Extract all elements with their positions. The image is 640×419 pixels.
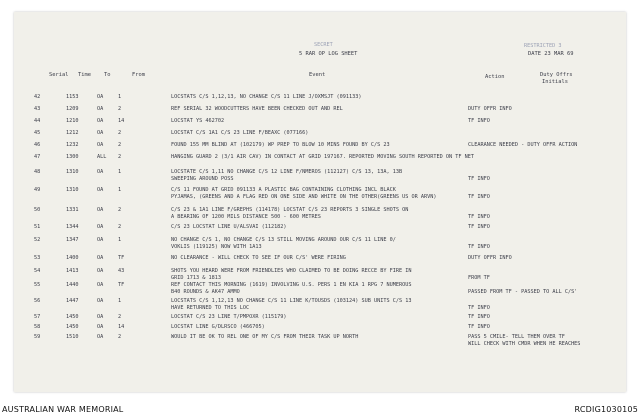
cell-event-line: PYJAMAS, (GREENS AND A FLAG RED ON ONE SIDE AND WHITE ON THE OTHER(GREENS US OR ARVN): [171, 193, 437, 200]
cell-to: OA: [97, 187, 104, 193]
cell-action: DUTY OFFR INFO: [468, 106, 512, 112]
cell-time: 1209: [66, 106, 79, 112]
log-title: 5 RAR OP LOG SHEET: [299, 51, 358, 57]
cell-action: TF INFO: [468, 213, 490, 220]
cell-from: 14: [118, 324, 125, 330]
cell-event-line: SWEEPING AROUND POSS: [171, 175, 234, 182]
cell-time: 1510: [66, 334, 79, 340]
cell-event-line: SHOTS YOU HEARD WERE FROM FRIENDLIES WHO CLAIMED TO BE DOING RECCE BY FIRE IN: [171, 268, 412, 274]
cell-time: 1212: [66, 130, 79, 136]
cell-to: ALL: [97, 154, 107, 160]
cell-from: TF: [118, 282, 125, 288]
cell-serial: 55: [34, 282, 41, 288]
cell-from: 2: [118, 224, 122, 230]
table-row: [14, 322, 626, 332]
cell-serial: 52: [34, 237, 41, 243]
cell-time: 1310: [66, 187, 79, 193]
table-row: [14, 332, 626, 347]
cell-to: OA: [97, 224, 104, 230]
cell-to: OA: [97, 207, 104, 213]
col-header-serial: Serial: [49, 72, 69, 78]
cell-serial: 48: [34, 169, 41, 175]
table-row: [14, 205, 626, 220]
col-header-time: Time: [78, 72, 91, 78]
table-row: [14, 140, 626, 150]
cell-action: TF INFO: [468, 304, 490, 311]
cell-action: TF INFO: [468, 193, 490, 200]
col-header-event: Event: [309, 72, 326, 78]
table-row: [14, 152, 626, 162]
table-row: [14, 253, 626, 263]
cell-from: 2: [118, 154, 122, 160]
cell-action: FROM TF: [468, 274, 490, 281]
cell-time: 1440: [66, 282, 79, 288]
table-row: [14, 296, 626, 311]
table-row: [14, 266, 626, 281]
cell-to: OA: [97, 169, 104, 175]
cell-event-line: LOCSTAT C/S 1A1 C/S 23 LINE F/BEAXC (077166): [171, 130, 309, 136]
cell-action: PASS 5 CMILE- TELL THEM OVER TF: [468, 334, 565, 340]
cell-serial: 43: [34, 106, 41, 112]
cell-serial: 47: [34, 154, 41, 160]
cell-time: 1413: [66, 268, 79, 274]
cell-event-line: LOCSTATS C/S 1,12,13 NO CHANGE C/S 11 LINE K/TOUSDS (103124) SUB UNITS C/S 13: [171, 298, 412, 304]
cell-time: 1210: [66, 118, 79, 124]
cell-serial: 49: [34, 187, 41, 193]
cell-action: CLEARANCE NEEDED - DUTY OFFR ACTION: [468, 142, 578, 148]
cell-to: OA: [97, 268, 104, 274]
table-row: [14, 222, 626, 232]
cell-action: TF INFO: [468, 314, 490, 320]
cell-from: 2: [118, 207, 122, 213]
cell-from: 2: [118, 314, 122, 320]
cell-event-line: LOCSTATS C/S 1,12,13, NO CHANGE C/S 11 LINE J/OXMSJT (091133): [171, 94, 362, 100]
col-header-action: Action: [485, 74, 505, 80]
cell-serial: 53: [34, 255, 41, 261]
log-date: DATE 23 MAR 69: [528, 51, 574, 57]
cell-to: OA: [97, 314, 104, 320]
cell-serial: 57: [34, 314, 41, 320]
cell-serial: 45: [34, 130, 41, 136]
cell-event-line: B40 ROUNDS & AK47 AMMO: [171, 288, 240, 295]
cell-time: 1153: [66, 94, 79, 100]
cell-event-line: C/S 23 LOCSTAT LINE U/ALSVAI (112182): [171, 224, 287, 230]
cell-from: 1: [118, 187, 122, 193]
table-row: [14, 312, 626, 322]
cell-event-line: NO CLEARANCE - WILL CHECK TO SEE IF OUR C/S' WERE FIRING: [171, 255, 346, 261]
cell-action: TF INFO: [468, 243, 490, 250]
cell-from: TF: [118, 255, 125, 261]
cell-to: OA: [97, 334, 104, 340]
cell-from: 1: [118, 169, 122, 175]
cell-serial: 51: [34, 224, 41, 230]
cell-event-line: WOULD IT BE OK TO REL ONE OF MY C/S FROM THEIR TASK UP NORTH: [171, 334, 359, 340]
cell-time: 1344: [66, 224, 79, 230]
cell-from: 2: [118, 334, 122, 340]
cell-from: 1: [118, 237, 122, 243]
cell-event-line: C/S 23 & 1A1 LINE F/GREPHS (114178) LOCSTAT C/S 23 REPORTS 3 SINGLE SHOTS ON: [171, 207, 409, 213]
cell-event-line: LOCSTAT LINE G/DLRSCO (466705): [171, 324, 265, 330]
cell-time: 1347: [66, 237, 79, 243]
cell-to: OA: [97, 130, 104, 136]
cell-event-line: HANGING GUARD 2 (3/1 AIR CAV) IN CONTACT AT GRID 197167. REPORTED MOVING SOUTH REPORTED ON TF NET: [171, 154, 474, 160]
table-row: [14, 280, 626, 295]
cell-event-line: REF CONTACT THIS MORNING (1619) INVOLVING U.S. PERS 1 EN KIA 1 RPG 7 NUMEROUS: [171, 282, 412, 288]
cell-event-line: GRID 1713 & 1813: [171, 274, 221, 281]
cell-serial: 50: [34, 207, 41, 213]
cell-from: 2: [118, 106, 122, 112]
cell-from: 43: [118, 268, 125, 274]
cell-from: 1: [118, 94, 122, 100]
cell-event-line: A BEARING OF 1200 MILS DISTANCE 500 - 600 METRES: [171, 213, 321, 220]
page-stamp: RESTRICTED 3: [524, 43, 562, 49]
cell-action-cont: WILL CHECK WITH CMDR WHEN HE REACHES: [468, 340, 581, 347]
table-row: [14, 92, 626, 102]
cell-event-line: VOKLIS (119125) NOW WITH 1A13: [171, 243, 262, 250]
cell-to: OA: [97, 118, 104, 124]
table-row: [14, 104, 626, 114]
cell-time: 1300: [66, 154, 79, 160]
cell-time: 1232: [66, 142, 79, 148]
cell-action: TF INFO: [468, 224, 490, 230]
cell-from: 1: [118, 298, 122, 304]
col-header-duty: Duty Offrs: [540, 72, 573, 78]
cell-to: OA: [97, 237, 104, 243]
cell-action: TF INFO: [468, 118, 490, 124]
cell-serial: 54: [34, 268, 41, 274]
footer-source: AUSTRALIAN WAR MEMORIAL: [2, 405, 124, 414]
cell-action: DUTY OFFR INFO: [468, 255, 512, 261]
table-row: [14, 128, 626, 138]
cell-action: TF INFO: [468, 175, 490, 182]
cell-from: 2: [118, 142, 122, 148]
col-header-initials: Initials: [542, 79, 568, 85]
cell-time: 1310: [66, 169, 79, 175]
cell-event-line: LOCSTATE C/S 1,11 NO CHANGE C/S 12 LINE F/NMEROS (112127) C/S 13, 13A, 13B: [171, 169, 403, 175]
cell-event-line: REF SERIAL 32 WOODCUTTERS HAVE BEEN CHECKED OUT AND REL: [171, 106, 343, 112]
cell-event-line: C/S 11 FOUND AT GRID 091133 A PLASTIC BAG CONTAINING CLOTHING INCL BLACK: [171, 187, 396, 193]
cell-serial: 44: [34, 118, 41, 124]
cell-action: PASSED FROM TF - PASSED TO ALL C/S': [468, 288, 578, 295]
cell-time: 1400: [66, 255, 79, 261]
table-row: [14, 167, 626, 182]
cell-to: OA: [97, 106, 104, 112]
cell-to: OA: [97, 94, 104, 100]
cell-serial: 42: [34, 94, 41, 100]
cell-to: OA: [97, 142, 104, 148]
cell-to: OA: [97, 298, 104, 304]
cell-time: 1447: [66, 298, 79, 304]
table-row: [14, 116, 626, 126]
log-sheet-page: [14, 12, 626, 392]
cell-serial: 46: [34, 142, 41, 148]
cell-event-line: LOCSTAT YS 462702: [171, 118, 225, 124]
cell-action: TF INFO: [468, 324, 490, 330]
cell-serial: 59: [34, 334, 41, 340]
cell-time: 1450: [66, 324, 79, 330]
footer-record-id: RCDIG1030105: [574, 405, 638, 414]
cell-event-line: HAVE RETURNED TO THIS LOC: [171, 304, 250, 311]
cell-to: OA: [97, 324, 104, 330]
cell-serial: 56: [34, 298, 41, 304]
cell-from: 2: [118, 130, 122, 136]
cell-from: 14: [118, 118, 125, 124]
col-header-to: To: [104, 72, 111, 78]
table-row: [14, 235, 626, 250]
cell-event-line: FOUND 155 MM BLIND AT (102179) WP PREP TO BLOW 10 MINS FOUND BY C/S 23: [171, 142, 390, 148]
col-header-from: From: [132, 72, 145, 78]
cell-time: 1450: [66, 314, 79, 320]
table-row: [14, 185, 626, 200]
cell-serial: 58: [34, 324, 41, 330]
cell-time: 1331: [66, 207, 79, 213]
header-stamp: SECRET: [314, 42, 333, 48]
cell-to: OA: [97, 282, 104, 288]
cell-to: OA: [97, 255, 104, 261]
cell-event-line: LOCSTAT C/S 23 LINE T/PMPOXR (115179): [171, 314, 287, 320]
cell-event-line: NO CHANGE C/S 1, NO CHANGE C/S 13 STILL MOVING AROUND OUR C/S 11 LINE 0/: [171, 237, 396, 243]
